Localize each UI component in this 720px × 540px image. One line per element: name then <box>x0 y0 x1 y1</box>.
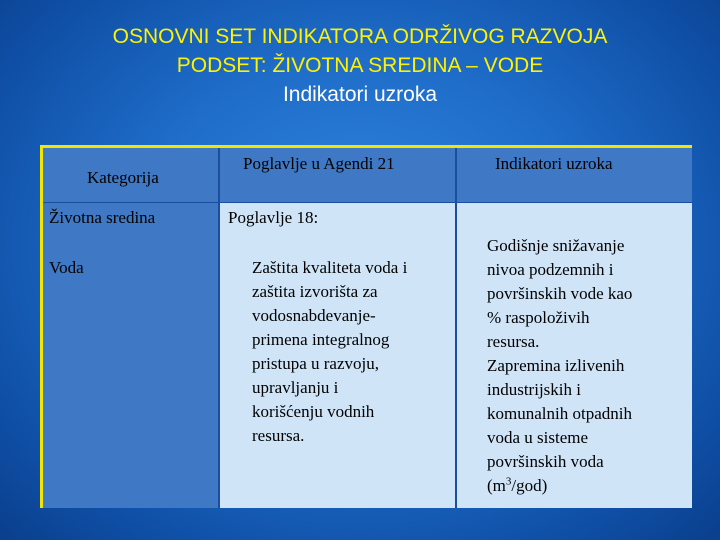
agenda-chapter: Poglavlje 18: <box>228 208 319 227</box>
agenda-line: Zaštita kvaliteta voda i <box>252 258 408 277</box>
title-line-3: Indikatori uzroka <box>282 83 438 106</box>
indicators-cell <box>457 202 692 508</box>
indicator-line: Zapremina izlivenih <box>487 356 625 375</box>
agenda-line: korišćenju vodnih <box>252 402 375 421</box>
indicator-line: površinskih vode kao <box>487 284 633 303</box>
header-cell-indicators <box>457 148 692 202</box>
indicator-table <box>40 145 692 508</box>
indicator-line: voda u sisteme <box>487 428 589 447</box>
indicator-line: industrijskih i <box>487 380 581 399</box>
header-divider <box>43 202 693 203</box>
title-line-1: OSNOVNI SET INDIKATORA ODRŽIVOG RAZVOJA <box>112 25 608 48</box>
category-water: Voda <box>49 258 84 277</box>
agenda-line: upravljanju i <box>252 378 339 397</box>
indicator-line: komunalnih otpadnih <box>487 404 632 423</box>
slide-title <box>0 22 720 109</box>
header-category-label: Kategorija <box>87 168 159 187</box>
unit-prefix: (m <box>487 476 506 495</box>
header-cell-category <box>43 148 218 202</box>
indicator-line: nivoa podzemnih i <box>487 260 614 279</box>
header-indicators-label: Indikatori uzroka <box>495 154 613 173</box>
agenda-line: resursa. <box>252 426 305 445</box>
unit-superscript: 3 <box>505 475 512 488</box>
title-line-2: PODSET: ŽIVOTNA SREDINA – VODE <box>176 54 544 77</box>
indicator-line: površinskih voda <box>487 452 604 471</box>
indicator-line: resursa. <box>487 332 540 351</box>
agenda-line: zaštita izvorišta za <box>252 282 378 301</box>
indicator-unit <box>487 474 547 498</box>
category-cell <box>43 202 218 508</box>
category-environment: Životna sredina <box>49 208 156 227</box>
header-agenda-label: Poglavlje u Agendi 21 <box>243 154 395 173</box>
header-cell-agenda <box>220 148 455 202</box>
agenda-line: pristupa u razvoju, <box>252 354 379 373</box>
indicator-line: % raspoloživih <box>487 308 590 327</box>
indicator-line: Godišnje snižavanje <box>487 236 625 255</box>
unit-suffix: /god) <box>511 476 548 495</box>
agenda-line: vodosnabdevanje- <box>252 306 376 325</box>
agenda-line: primena integralnog <box>252 330 390 349</box>
agenda-cell <box>220 202 455 508</box>
